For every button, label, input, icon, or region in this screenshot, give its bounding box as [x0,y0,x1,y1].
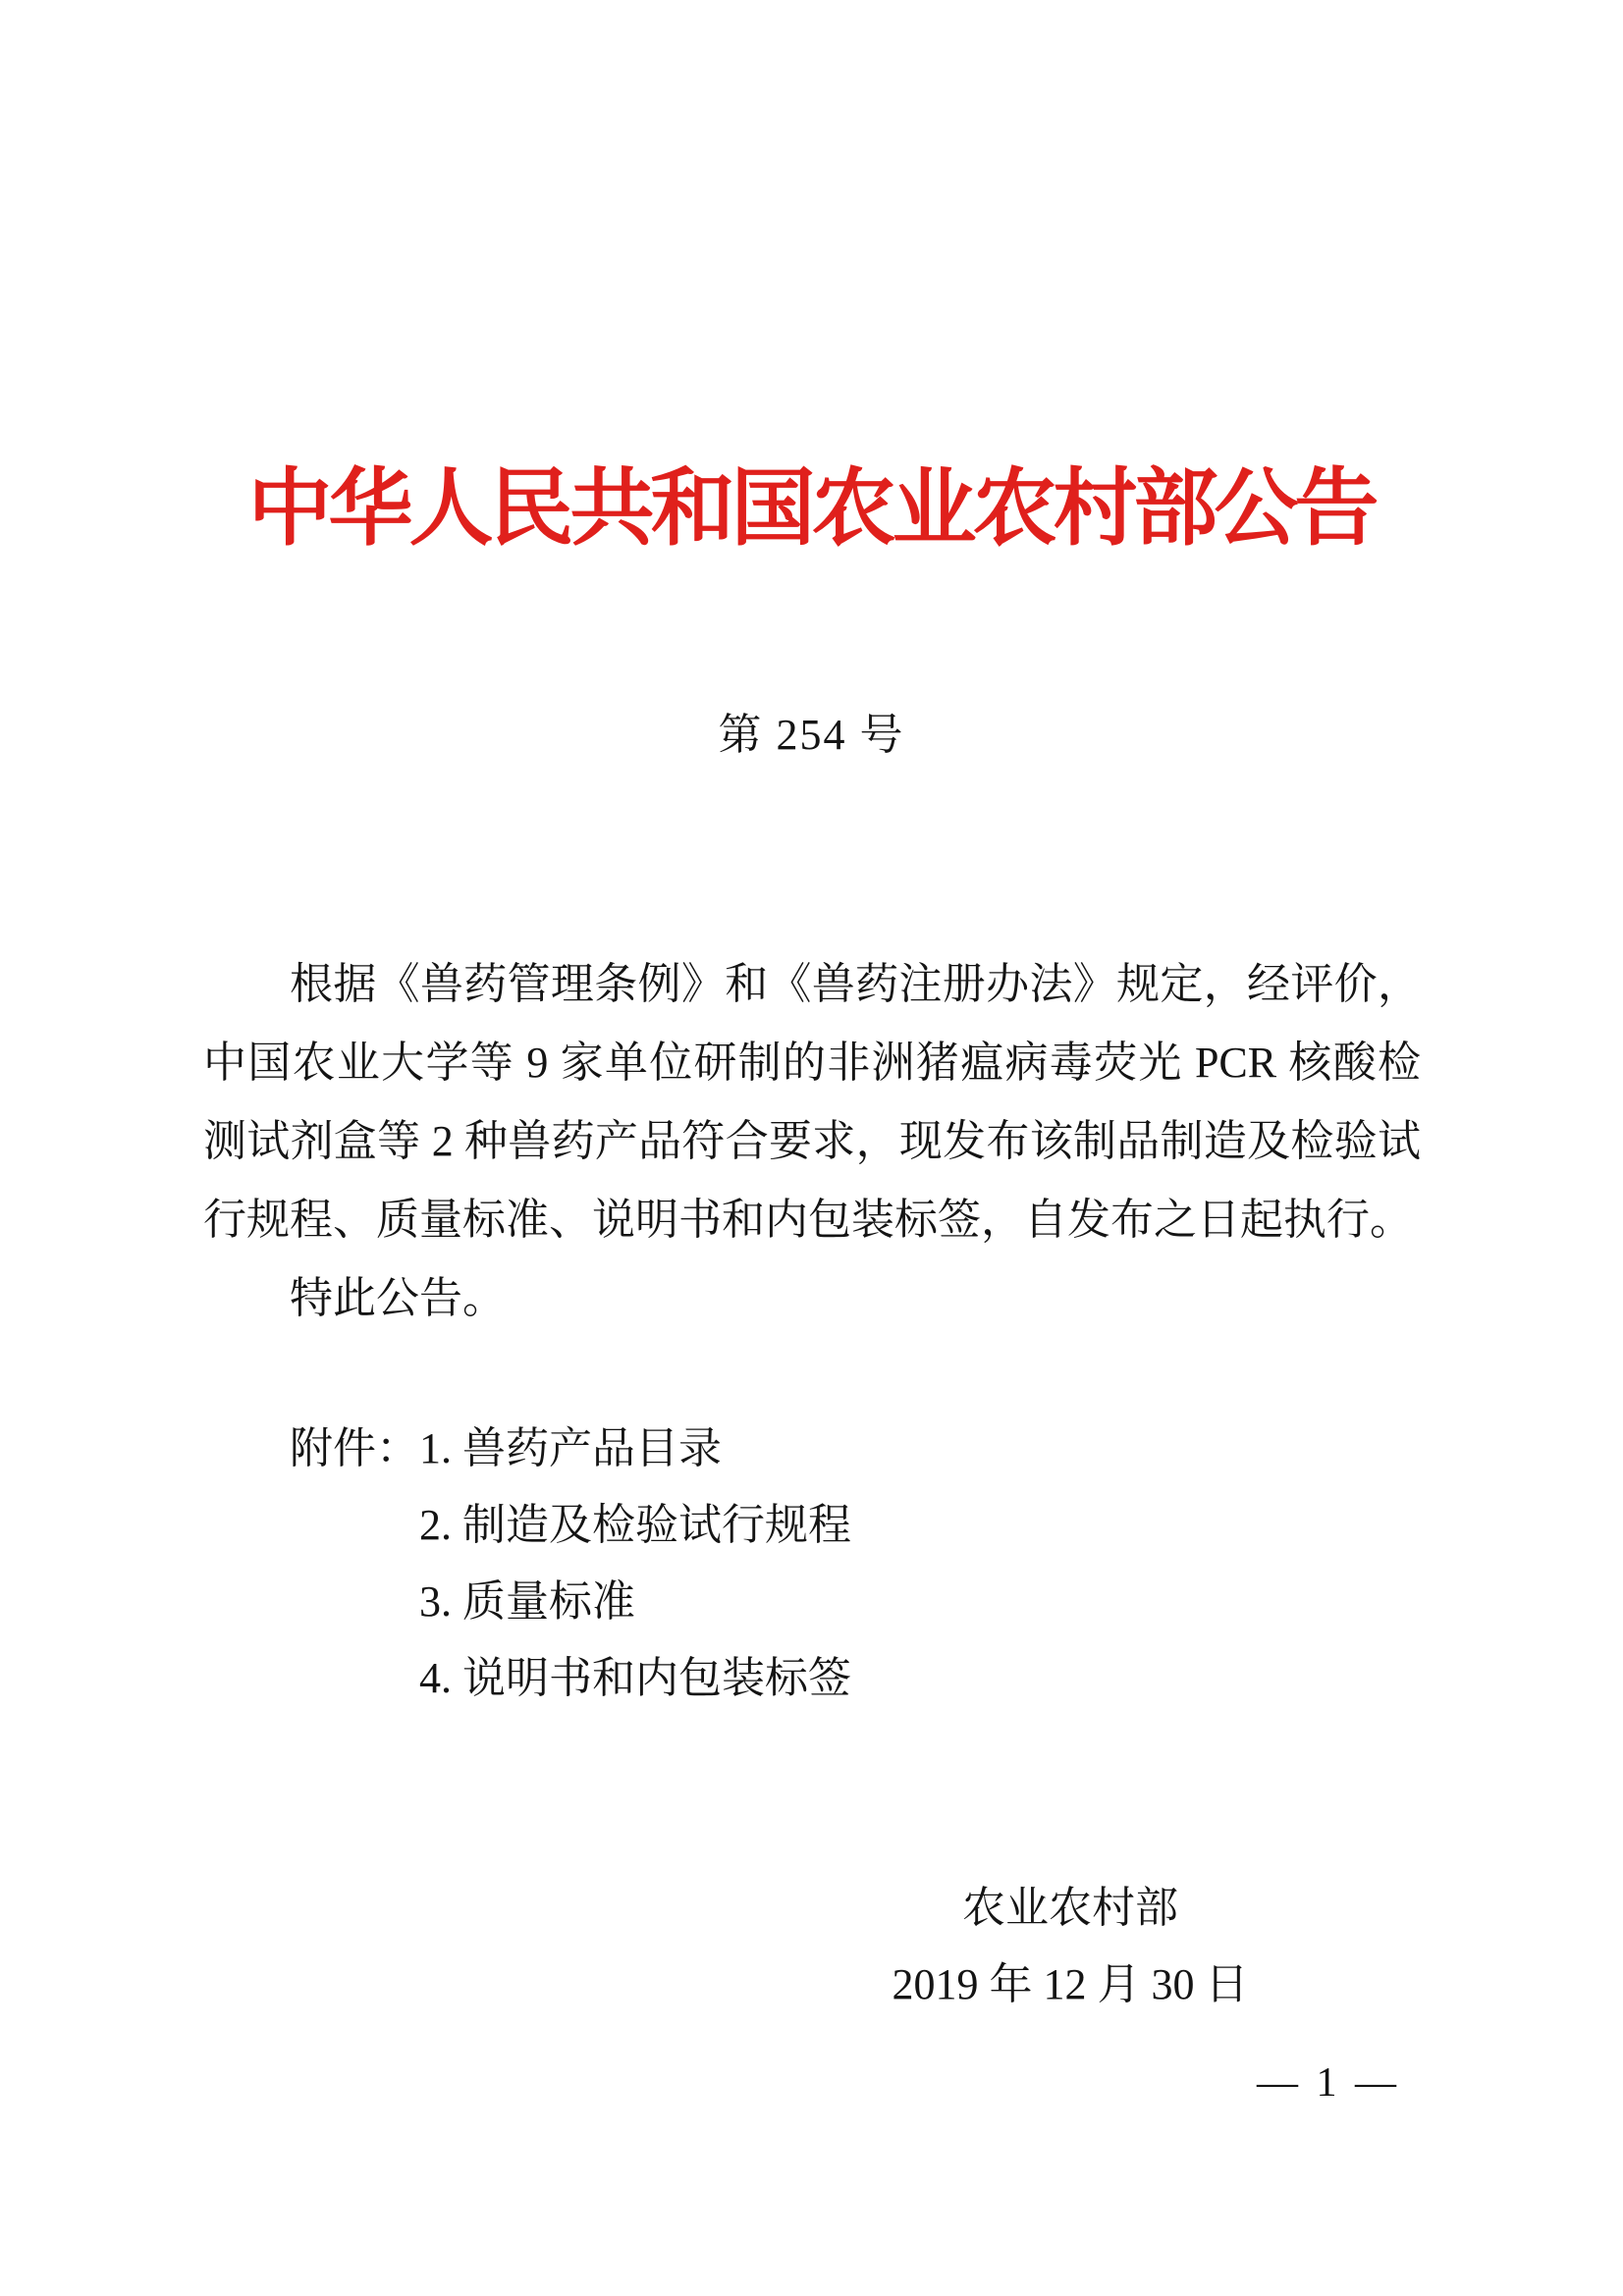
body-text [203,945,1421,1338]
attachment-item-4: 4. 说明书和内包装标签 [419,1654,851,1702]
attachment-item-3: 3. 质量标准 [419,1577,635,1626]
signature-date: 2019 年 12 月 30 日 [892,1960,1249,2008]
closing-line: 特此公告。 [290,1274,506,1322]
signature-org: 农业农村部 [962,1884,1178,1932]
page-number: — 1 — [1257,2060,1400,2106]
signature-block [687,1870,1453,2023]
attachments-block [290,1411,851,1717]
attachment-item-1: 1. 兽药产品目录 [419,1424,722,1472]
attachments-list [419,1411,851,1717]
body-paragraph: 根据《兽药管理条例》和《兽药注册办法》规定，经评价，中国农业大学等 9 家单位研制的非洲猪瘟病毒荧光 PCR 核酸检测试剂盒等 2 种兽药产品符合要求，现发布该制品制造及检验试行规程、质量标准、说明书和内包装标签，自发布之日起执行。 [203,960,1421,1244]
attachments-label: 附件： [290,1424,419,1472]
doc-number: 第 254 号 [718,711,905,759]
attachment-item-2: 2. 制造及检验试行规程 [419,1501,851,1549]
page-title: 中华人民共和国农业农村部公告 [247,461,1376,556]
